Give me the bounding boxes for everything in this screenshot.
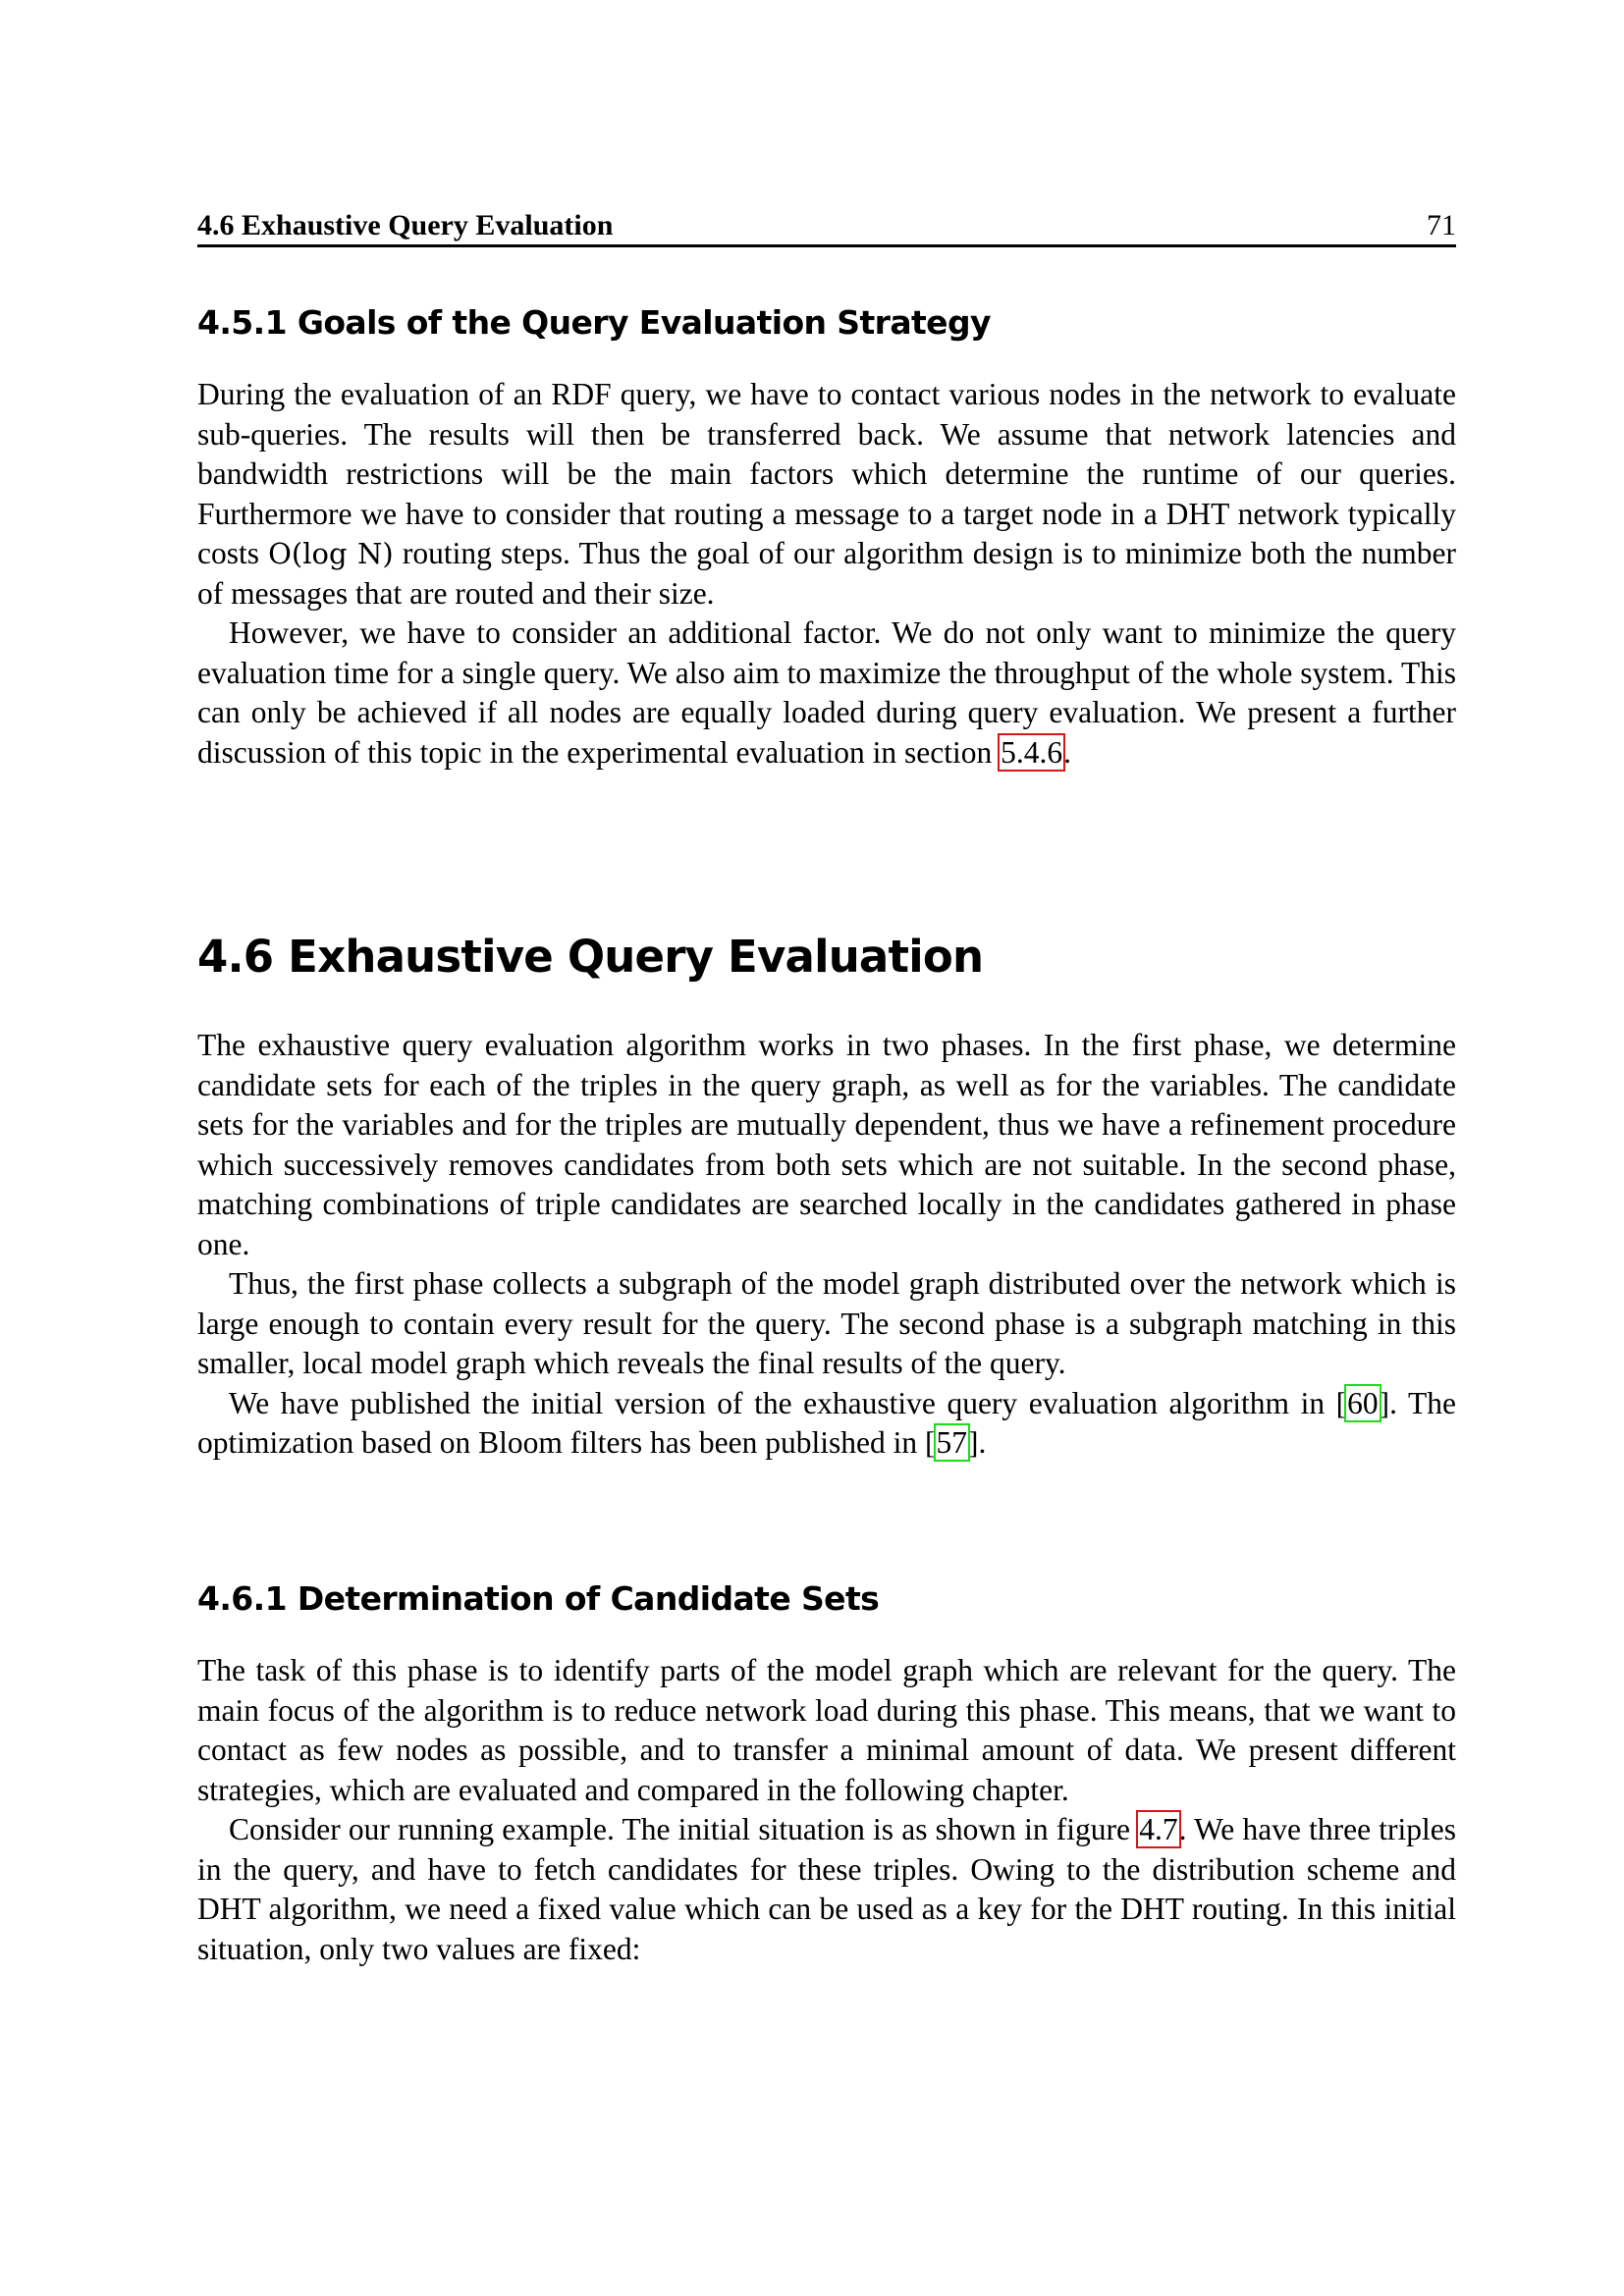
section-4-5-1-body [197, 375, 1456, 773]
paragraph: However, we have to consider an additional factor. We do not only want to minimize the query evaluation time for a single query. We also aim to maximize the throughput of the whole system. This can only be achieved if all nodes are equally loaded during query evaluation. We present a further discussion of this topic in the experimental evaluation in section 5.4.6. [197, 615, 1456, 770]
header-rule [197, 244, 1456, 247]
paragraph: Thus, the first phase collects a subgraph of the model graph distributed over the network which is large enough to contain every result for the query. The second phase is a subgraph matching in this smaller, local model graph which reveals the final results of the query. [197, 1266, 1456, 1380]
figure-reference-link[interactable]: 4.7 [1139, 1812, 1178, 1846]
citation-link[interactable]: 60 [1347, 1385, 1379, 1420]
section-heading-4-6: 4.6 Exhaustive Query Evaluation [197, 931, 984, 983]
math-expression: O(log N) [268, 537, 394, 570]
subsection-heading-4-5-1: 4.5.1 Goals of the Query Evaluation Strategy [197, 303, 991, 342]
section-reference-link[interactable]: 5.4.6 [1001, 734, 1063, 770]
page-number: 71 [1427, 209, 1456, 241]
paragraph: We have published the initial version of the exhaustive query evaluation algorithm in [60]. The optimization based on Bloom filters has been published in [57]. [197, 1385, 1456, 1460]
subsection-heading-4-6-1: 4.6.1 Determination of Candidate Sets [197, 1579, 880, 1618]
citation-link[interactable]: 57 [936, 1425, 967, 1460]
running-header-title: 4.6 Exhaustive Query Evaluation [197, 209, 614, 241]
paragraph: During the evaluation of an RDF query, we have to contact various nodes in the network to evaluate sub-queries. The results will then be transferred back. We assume that network latencies and bandwidth restrictions will be the main factors which determine the runtime of our queries. Furthermore we have to consider that routing a message to a target node in a DHT network typically costs O(log N) routing steps. Thus the goal of our algorithm design is to minimize both the number of messages that are routed and their size. [197, 377, 1457, 611]
running-header [197, 203, 1456, 242]
section-4-6-body [197, 1026, 1456, 1464]
paragraph: The exhaustive query evaluation algorithm works in two phases. In the first phase, we determine candidate sets for each of the triples in the query graph, as well as for the variables. The candidate sets for the variables and for the triples are mutually dependent, thus we have a refinement procedure which successively removes candidates from both sets which are not suitable. In the second phase, matching combinations of triple candidates are searched locally in the candidates gathered in phase one. [197, 1028, 1456, 1261]
paragraph: The task of this phase is to identify parts of the model graph which are relevant for the query. The main focus of the algorithm is to reduce network load during this phase. This means, that we want to contact as few nodes as possible, and to transfer a minimal amount of data. We present different strategies, which are evaluated and compared in the following chapter. [197, 1653, 1456, 1807]
section-4-6-1-body [197, 1651, 1456, 1969]
paragraph: Consider our running example. The initial situation is as shown in figure 4.7. We have three triples in the query, and have to fetch candidates for these triples. Owing to the distribution scheme and DHT algorithm, we need a fixed value which can be used as a key for the DHT routing. In this initial situation, only two values are fixed: [197, 1812, 1456, 1966]
